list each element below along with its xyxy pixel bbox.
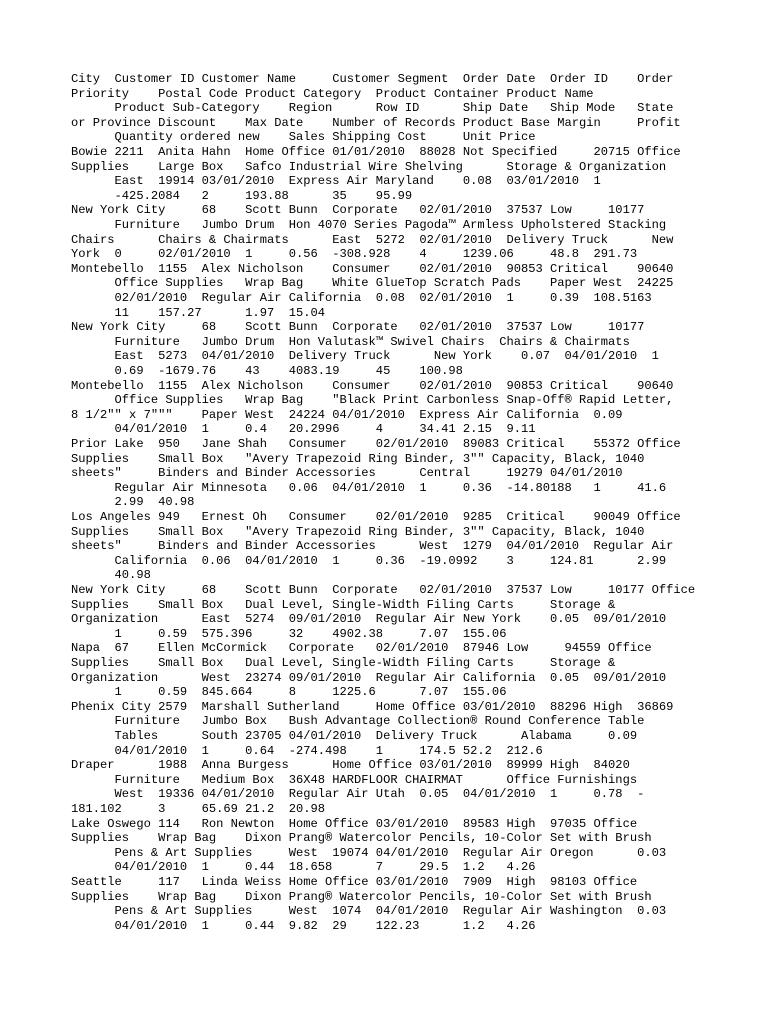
document-text-line: California 0.06 04/01/2010 1 0.36 -19.0992 3 124.81 2.99 (71, 553, 667, 568)
document-text-line: 8 1/2"" x 7""" Paper West 24224 04/01/2010 Express Air California 0.09 (71, 407, 623, 422)
document-text-line: -425.2084 2 193.88 35 95.99 (71, 188, 413, 203)
document-text-line: York 0 02/01/2010 1 0.56 -308.928 4 1239.06 48.8 291.73 (71, 247, 638, 262)
document-text-line: Quantity ordered new Sales Shipping Cost Unit Price (71, 130, 536, 145)
document-text-line: or Province Discount Max Date Number of Records Product Base Margin Profit (71, 115, 681, 130)
document-text-line: Supplies Wrap Bag Dixon Prang® Watercolor Pencils, 10-Color Set with Brush (71, 889, 652, 904)
document-text-line: 1 0.59 575.396 32 4902.38 7.07 155.06 (71, 626, 507, 641)
document-text-line: Supplies Large Box Safco Industrial Wire Shelving Storage & Organization (71, 159, 667, 174)
document-text-line: Montebello 1155 Alex Nicholson Consumer 02/01/2010 90853 Critical 90640 (71, 261, 674, 276)
document-text-line: Draper 1988 Anna Burgess Home Office 03/01/2010 89999 High 84020 (71, 758, 630, 773)
document-text-line: sheets" Binders and Binder Accessories Central 19279 04/01/2010 (71, 466, 623, 481)
document-text-line: West 19336 04/01/2010 Regular Air Utah 0.05 04/01/2010 1 0.78 - (71, 787, 645, 802)
document-text-line: sheets" Binders and Binder Accessories West 1279 04/01/2010 Regular Air (71, 539, 674, 554)
document-text-line: Bowie 2211 Anita Hahn Home Office 01/01/2010 88028 Not Specified 20715 Office (71, 145, 681, 159)
document-text-line: 181.102 3 65.69 21.2 20.98 (71, 802, 326, 816)
document-text-line: Supplies Small Box "Avery Trapezoid Ring Binder, 3"" Capacity, Black, 1040 (71, 451, 645, 466)
document-text-line: Regular Air Minnesota 0.06 04/01/2010 1 0.36 -14.80188 1 41.6 (71, 480, 667, 495)
document-text-line: Furniture Medium Box 36X48 HARDFLOOR CHAIRMAT Office Furnishings (71, 772, 638, 787)
document-text-line: 2.99 40.98 (71, 495, 195, 510)
document-text-line: 04/01/2010 1 0.64 -274.498 1 174.5 52.2 212.6 (71, 743, 543, 758)
document-text-line: New York City 68 Scott Bunn Corporate 02/01/2010 37537 Low 10177 (71, 203, 645, 218)
document-text-line: New York City 68 Scott Bunn Corporate 02/01/2010 37537 Low 10177 Office (71, 583, 696, 597)
document-text-line: Furniture Jumbo Drum Hon 4070 Series Pagoda™ Armless Upholstered Stacking (71, 218, 667, 232)
document-text-line: East 5273 04/01/2010 Delivery Truck New York 0.07 04/01/2010 1 (71, 349, 659, 364)
document-text-line: Pens & Art Supplies West 1074 04/01/2010 Regular Air Washington 0.03 (71, 904, 667, 919)
document-text-line: Montebello 1155 Alex Nicholson Consumer 02/01/2010 90853 Critical 90640 (71, 378, 674, 393)
document-text-line: Tables South 23705 04/01/2010 Delivery Truck Alabama 0.09 (71, 729, 638, 743)
document-text-line: 04/01/2010 1 0.4 20.2996 4 34.41 2.15 9.11 (71, 422, 536, 437)
document-text-line: Prior Lake 950 Jane Shah Consumer 02/01/2010 89083 Critical 55372 Office (71, 437, 681, 451)
document-text-line: 04/01/2010 1 0.44 9.82 29 122.23 1.2 4.26 (71, 918, 536, 933)
document-text-line: Supplies Small Box Dual Level, Single-Width Filing Carts Storage & (71, 656, 616, 670)
document-text-line: 1 0.59 845.664 8 1225.6 7.07 155.06 (71, 685, 507, 700)
document-text-line: Organization East 5274 09/01/2010 Regular Air New York 0.05 09/01/2010 (71, 612, 667, 627)
document-text-line: Chairs Chairs & Chairmats East 5272 02/01/2010 Delivery Truck New (71, 232, 674, 247)
document-text-line: Los Angeles 949 Ernest Oh Consumer 02/01/2010 9285 Critical 90049 Office (71, 510, 681, 524)
document-text-line: City Customer ID Customer Name Customer Segment Order Date Order ID Order (71, 72, 674, 86)
document-text-line: Phenix City 2579 Marshall Sutherland Home Office 03/01/2010 88296 High 36869 (71, 699, 674, 714)
document-text-line: Napa 67 Ellen McCormick Corporate 02/01/2010 87946 Low 94559 Office (71, 641, 652, 656)
document-text-line: Seattle 117 Linda Weiss Home Office 03/01/2010 7909 High 98103 Office (71, 875, 638, 889)
document-text-line: Supplies Small Box Dual Level, Single-Width Filing Carts Storage & (71, 597, 616, 612)
document-text-line: Supplies Wrap Bag Dixon Prang® Watercolor Pencils, 10-Color Set with Brush (71, 831, 652, 846)
document-text-line: Office Supplies Wrap Bag White GlueTop Scratch Pads Paper West 24225 (71, 276, 674, 291)
document-text-line: 02/01/2010 Regular Air California 0.08 02/01/2010 1 0.39 108.5163 (71, 291, 652, 305)
document-text-line: Furniture Jumbo Drum Hon Valutask™ Swivel Chairs Chairs & Chairmats (71, 334, 630, 349)
document-text-line: 11 157.27 1.97 15.04 (71, 305, 326, 320)
document-text-line: 0.69 -1679.76 43 4083.19 45 100.98 (71, 364, 463, 378)
document-text-line: Priority Postal Code Product Category Product Container Product Name (71, 86, 594, 101)
document-text-line: Supplies Small Box "Avery Trapezoid Ring Binder, 3"" Capacity, Black, 1040 (71, 524, 645, 539)
document-text-line: Product Sub-Category Region Row ID Ship Date Ship Mode State (71, 101, 674, 116)
document-text-line: 40.98 (71, 568, 151, 583)
document-text-line: 04/01/2010 1 0.44 18.658 7 29.5 1.2 4.26 (71, 860, 536, 875)
document-text-line: Lake Oswego 114 Ron Newton Home Office 03/01/2010 89583 High 97035 Office (71, 816, 638, 831)
document-text-line: Organization West 23274 09/01/2010 Regular Air California 0.05 09/01/2010 (71, 670, 667, 685)
document-text-line: Office Supplies Wrap Bag "Black Print Carbonless Snap-Off® Rapid Letter, (71, 393, 674, 408)
document-text-line: Pens & Art Supplies West 19074 04/01/2010 Regular Air Oregon 0.03 (71, 845, 667, 860)
document-text-line: Furniture Jumbo Box Bush Advantage Collection® Round Conference Table (71, 714, 645, 729)
document-text-line: New York City 68 Scott Bunn Corporate 02/01/2010 37537 Low 10177 (71, 320, 645, 335)
document-text-line: East 19914 03/01/2010 Express Air Maryland 0.08 03/01/2010 1 (71, 174, 601, 189)
